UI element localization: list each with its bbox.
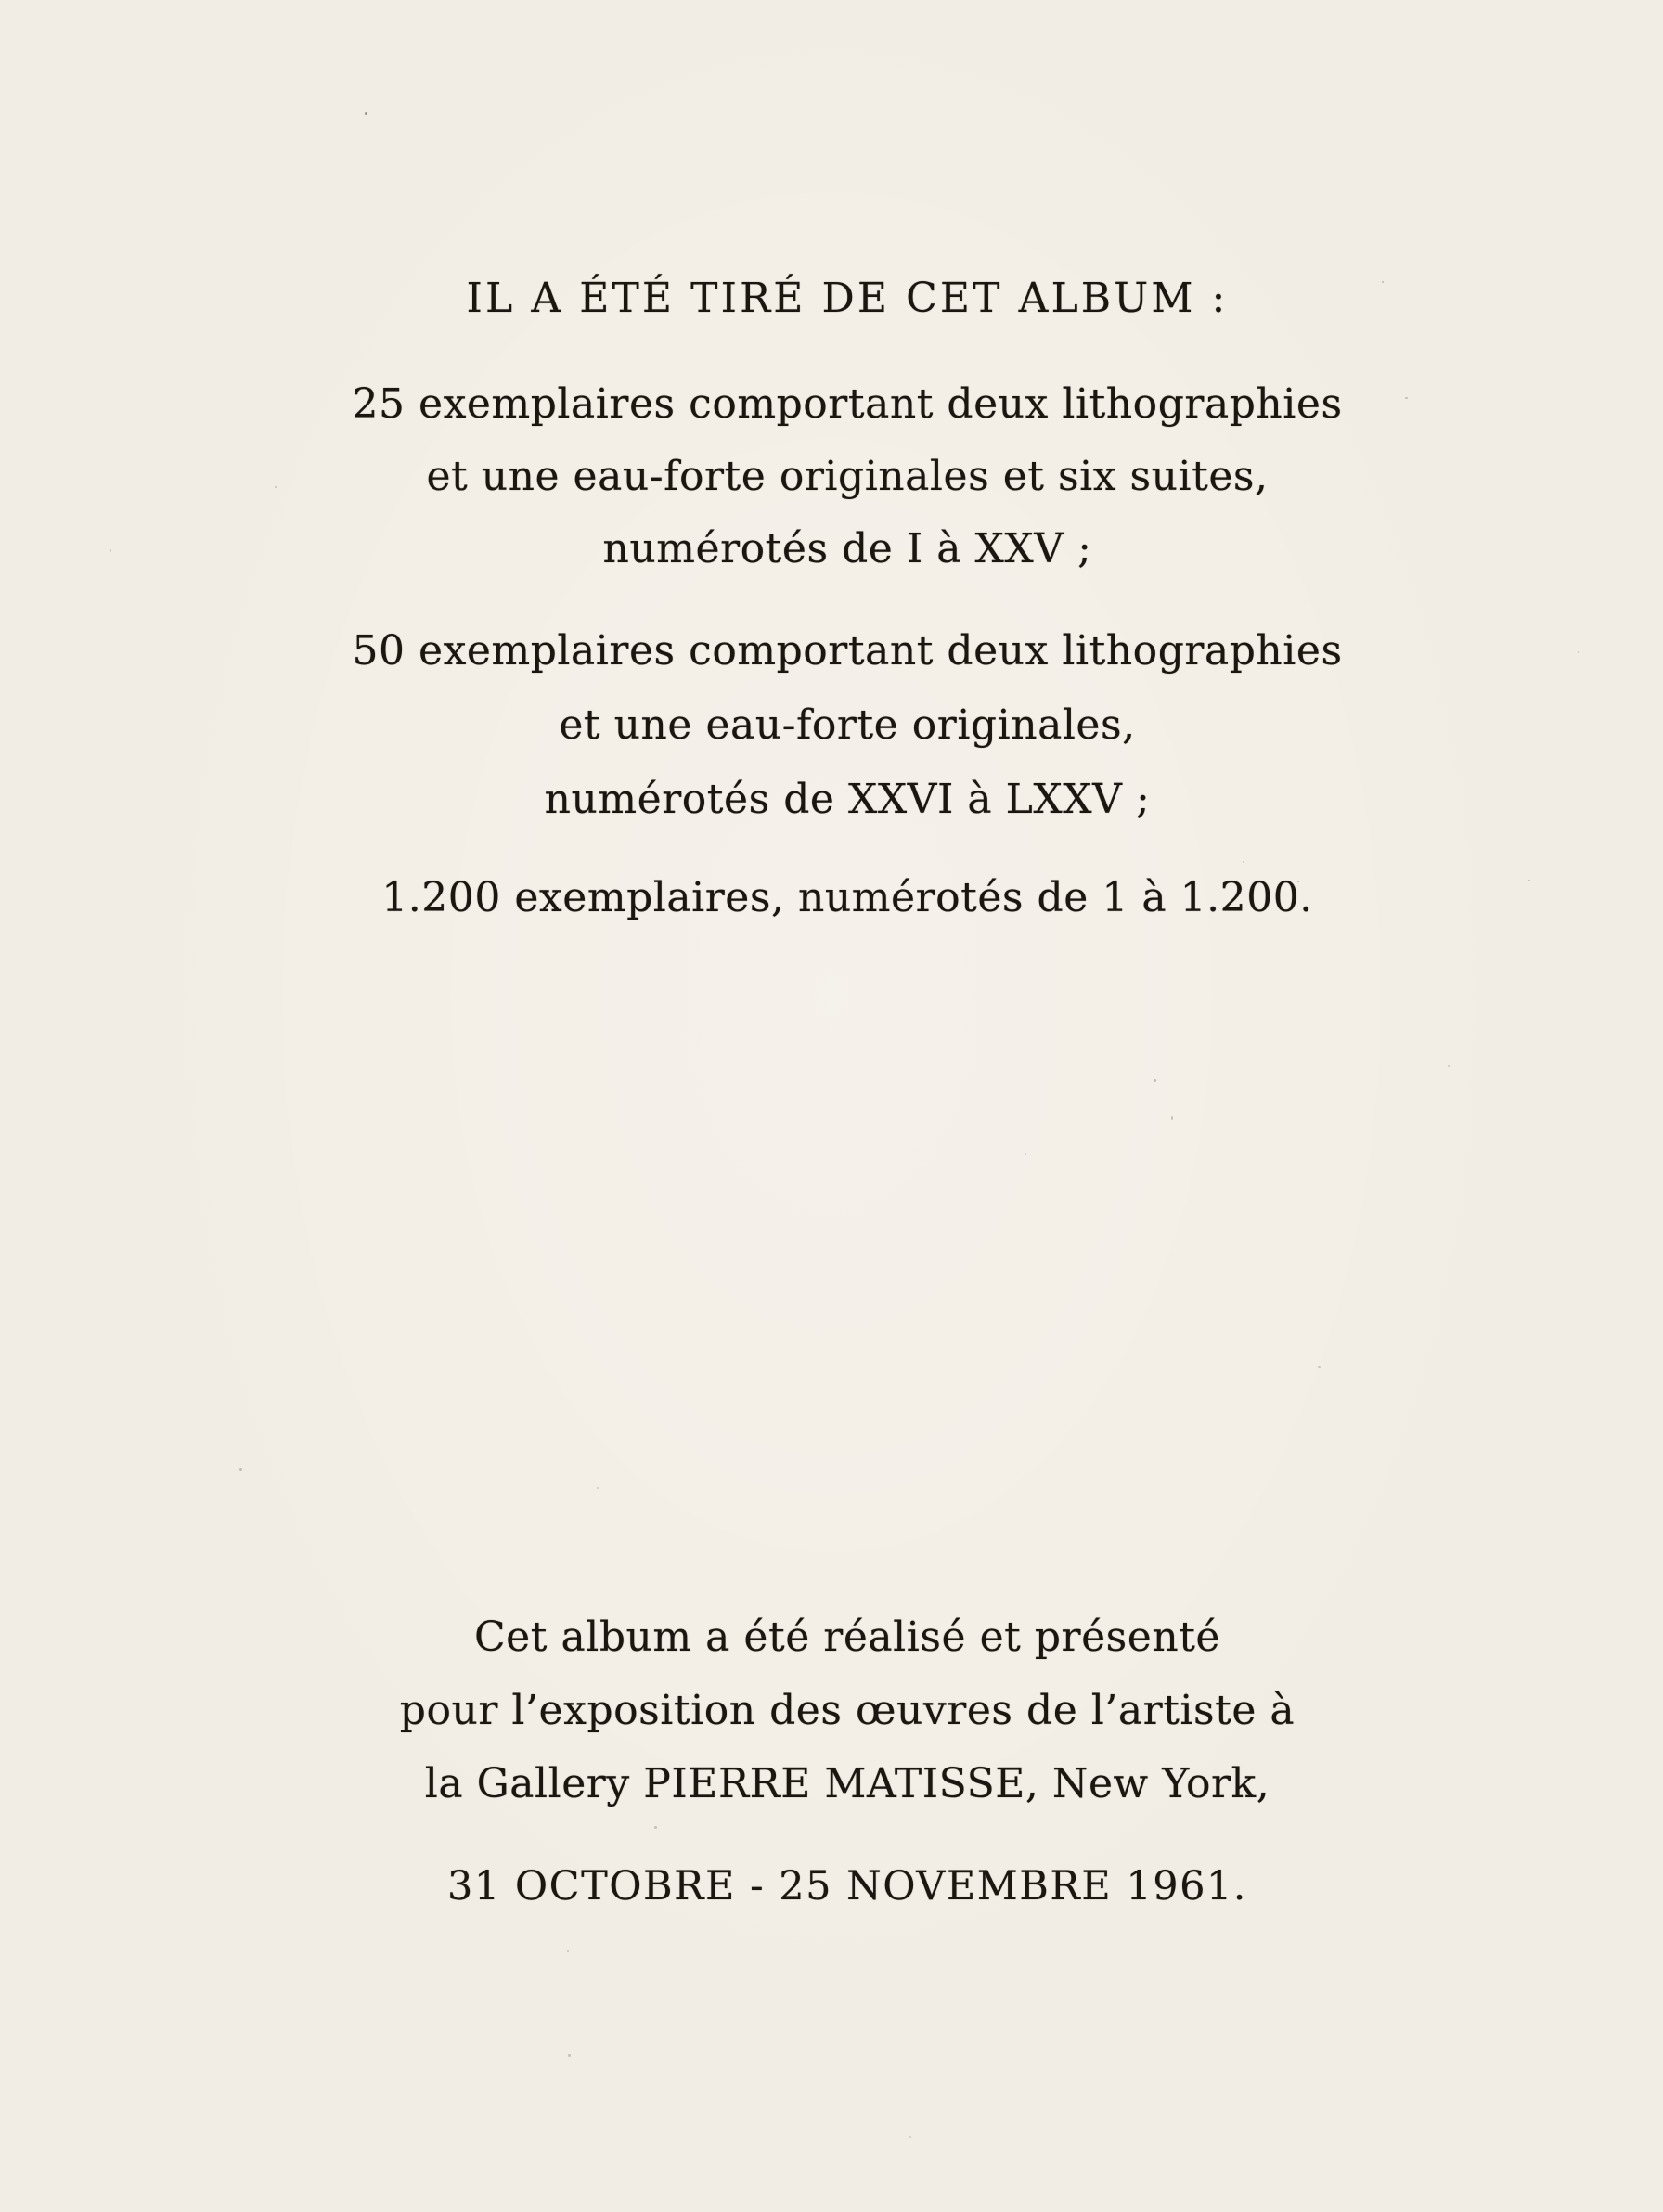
edition-block-2-line-2: et une eau-forte originales,: [559, 701, 1136, 749]
ink-speck: [1448, 1065, 1450, 1067]
edition-block-2-line-1: 50 exemplaires comportant deux lithographies: [352, 627, 1343, 675]
ink-speck: [365, 112, 367, 115]
ink-speck: [239, 1468, 242, 1471]
edition-block-3-line-1: 1.200 exemplaires, numérotés de 1 à 1.200.: [381, 874, 1313, 921]
edition-block-1-line-2: et une eau-forte originales et six suites,: [426, 453, 1269, 500]
ink-speck: [567, 1950, 569, 1952]
ink-speck: [1528, 880, 1530, 881]
exhibition-line-3: la Gallery PIERRE MATISSE, New York,: [424, 1760, 1270, 1807]
ink-speck: [1154, 1079, 1156, 1082]
edition-block-2-line-3: numérotés de XXVI à LXXV ;: [544, 776, 1151, 823]
ink-speck: [909, 2136, 911, 2138]
ink-speck: [1382, 281, 1384, 283]
ink-speck: [110, 549, 111, 552]
edition-block-1-line-1: 25 exemplaires comportant deux lithographies: [352, 380, 1343, 428]
ink-speck: [275, 486, 277, 488]
ink-speck: [1318, 1366, 1321, 1368]
exhibition-date-line: 31 OCTOBRE - 25 NOVEMBRE 1961.: [447, 1863, 1247, 1910]
edition-block-1-line-3: numérotés de I à XXV ;: [602, 525, 1092, 572]
exhibition-line-1: Cet album a été réalisé et présenté: [473, 1614, 1220, 1661]
ink-speck: [568, 2054, 571, 2057]
ink-speck: [654, 1826, 657, 1829]
ink-speck: [1578, 651, 1579, 653]
ink-speck: [1405, 397, 1408, 399]
exhibition-line-2: pour l’exposition des œuvres de l’artiste à: [399, 1687, 1296, 1734]
ink-speck: [597, 1487, 599, 1489]
ink-speck: [1025, 1153, 1026, 1155]
ink-speck: [1243, 861, 1244, 863]
colophon-title: IL A ÉTÉ TIRÉ DE CET ALBUM :: [466, 275, 1229, 322]
ink-speck: [1171, 1116, 1173, 1120]
ink-speck: [1297, 881, 1299, 882]
